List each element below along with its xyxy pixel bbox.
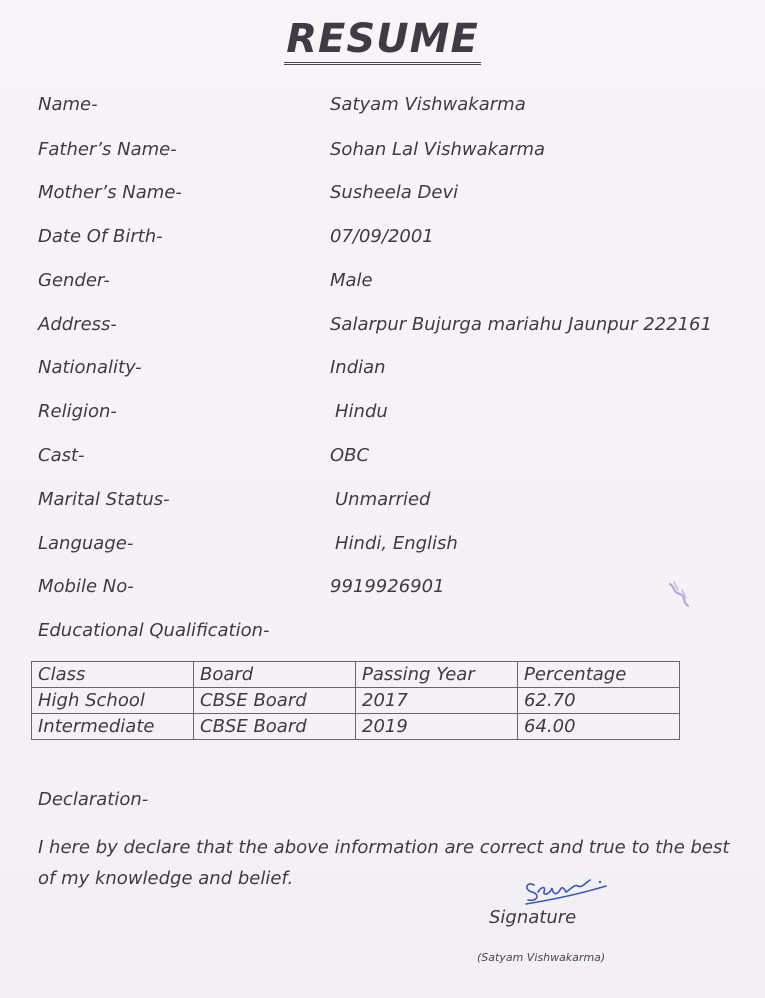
- declaration-heading: Declaration-: [38, 789, 149, 810]
- field-value-name: Satyam Vishwakarma: [330, 94, 526, 115]
- field-value-mobile-no: 9919926901: [330, 576, 445, 597]
- field-value-nationality: Indian: [330, 357, 386, 378]
- field-label-cast: Cast-: [38, 445, 85, 466]
- column-header-board: Board: [194, 662, 356, 688]
- table-cell-percentage: 64.00: [518, 714, 680, 740]
- field-label-religion: Religion-: [38, 401, 117, 422]
- table-cell-passing-year: 2017: [356, 688, 518, 714]
- field-value-father-name: Sohan Lal Vishwakarma: [330, 139, 546, 160]
- table-cell-board: CBSE Board: [194, 714, 356, 740]
- table-cell-passing-year: 2019: [356, 714, 518, 740]
- ink-smudge: [664, 578, 696, 616]
- table-row: [32, 714, 680, 740]
- education-heading: Educational Qualification-: [38, 620, 270, 641]
- table-cell-class: High School: [32, 688, 194, 714]
- field-label-gender: Gender-: [38, 270, 110, 291]
- table-cell-class: Intermediate: [32, 714, 194, 740]
- field-value-cast: OBC: [330, 445, 370, 466]
- field-value-mother-name: Susheela Devi: [330, 182, 459, 203]
- field-label-language: Language-: [38, 533, 134, 554]
- field-label-address: Address-: [38, 314, 117, 335]
- column-header-passing-year: Passing Year: [356, 662, 518, 688]
- signature-name: (Satyam Vishwakarma): [477, 951, 606, 964]
- table-row: [32, 688, 680, 714]
- table-cell-percentage: 62.70: [518, 688, 680, 714]
- field-label-name: Name-: [38, 94, 98, 115]
- field-label-marital-status: Marital Status-: [38, 489, 170, 510]
- signature-label: Signature: [489, 907, 577, 928]
- field-value-date-of-birth: 07/09/2001: [330, 226, 434, 247]
- field-label-nationality: Nationality-: [38, 357, 142, 378]
- field-value-religion: Hindu: [335, 401, 388, 422]
- field-label-mother-name: Mother’s Name-: [38, 182, 182, 203]
- column-header-class: Class: [32, 662, 194, 688]
- table-cell-board: CBSE Board: [194, 688, 356, 714]
- field-value-address: Salarpur Bujurga mariahu Jaunpur 222161: [330, 314, 712, 335]
- declaration-text: I here by declare that the above information are correct and true to the best of my knowledge and belief.: [38, 837, 730, 889]
- field-label-father-name: Father’s Name-: [38, 139, 177, 160]
- education-table: [31, 661, 680, 740]
- field-value-marital-status: Unmarried: [335, 489, 431, 510]
- field-value-gender: Male: [330, 270, 373, 291]
- field-value-language: Hindi, English: [335, 533, 458, 554]
- table-header-row: [32, 662, 680, 688]
- field-label-date-of-birth: Date Of Birth-: [38, 226, 163, 247]
- column-header-percentage: Percentage: [518, 662, 680, 688]
- field-label-mobile-no: Mobile No-: [38, 576, 134, 597]
- page-title: RESUME: [0, 16, 765, 65]
